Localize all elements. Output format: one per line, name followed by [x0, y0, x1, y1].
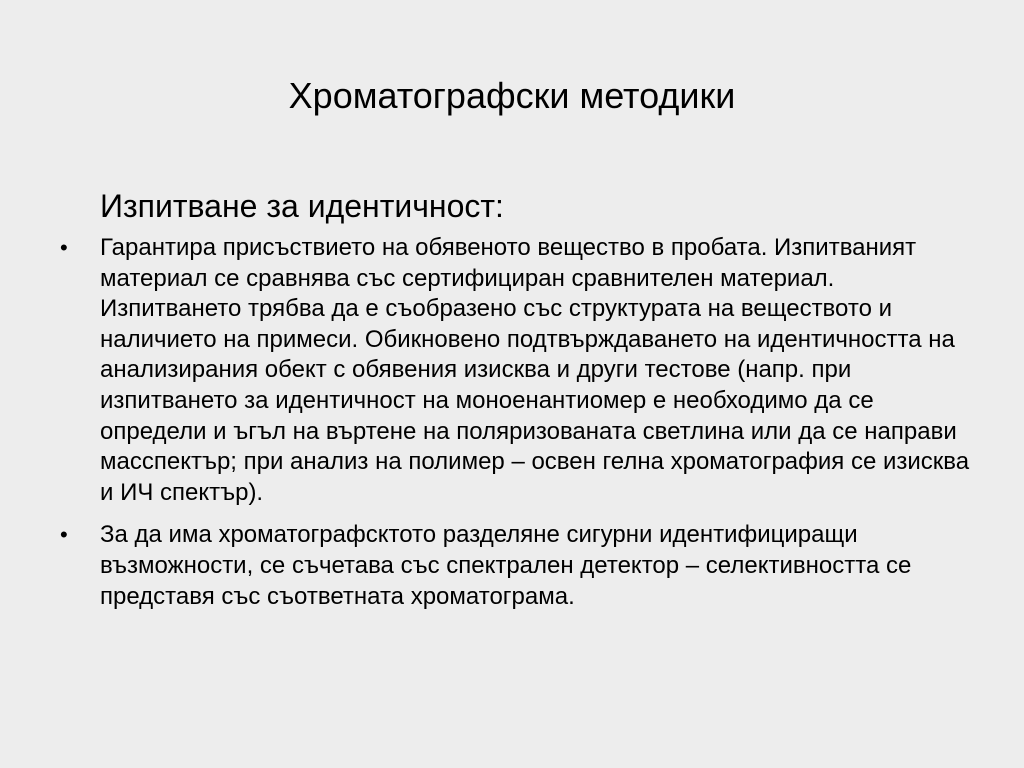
slide-title: Хроматографски методики	[288, 75, 736, 116]
bullet-text: За да има хроматографсктото разделяне сигурни идентифициращи възможности, се съчетава със спектрален детектор – селективността се представя със съответната хроматограма.	[100, 521, 912, 610]
bullet-list	[60, 233, 980, 624]
bullet-dot-icon: •	[60, 235, 68, 260]
bullet-item	[60, 233, 980, 508]
bullet-dot-icon: •	[60, 522, 68, 548]
bullet-item	[60, 520, 980, 612]
bullet-text: Гарантира присъствието на обявеното вещество в пробата. Изпитваният материал се сравнява със сертифициран сравнителен материал. Изпитването трябва да е съобразено със структурата на веществото и наличието на примеси. Обикновено подтвърждаването на идентичността на анализирания обект с обявения изисква и други тестове (напр. при изпитването за идентичност на моноенантиомер е необходимо да се определи и ъгъл на въртене на поляризованата светлина или да се направи масспектър; при анализ на полимер – освен гелна хроматография се изисква и ИЧ спектър).	[100, 234, 970, 506]
slide-subheading: Изпитване за идентичност:	[100, 188, 504, 224]
